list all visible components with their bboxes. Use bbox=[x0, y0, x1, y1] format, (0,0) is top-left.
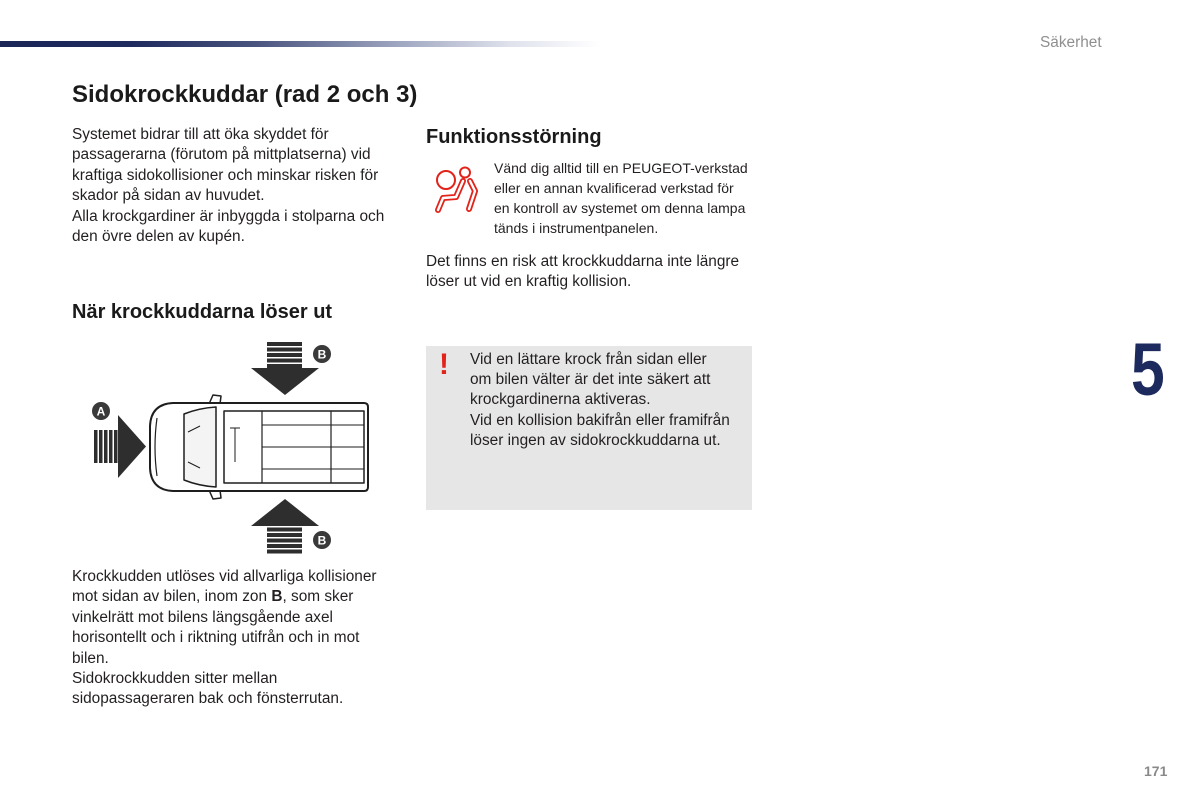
notice-line: Vänd dig alltid till en PEUGEOT-verkstad bbox=[494, 160, 748, 176]
intro-line: den övre delen av kupén. bbox=[72, 228, 245, 246]
warning-text bbox=[470, 350, 730, 451]
van-windshield bbox=[184, 407, 216, 487]
airbag-warning-icon bbox=[429, 164, 481, 216]
notice-line: eller en annan kvalificerad verkstad för bbox=[494, 180, 734, 196]
warning-line: Vid en kollision bakifrån eller framifrån bbox=[470, 411, 730, 429]
impact-arrow-b-bottom bbox=[251, 499, 319, 554]
warning-line: om bilen välter är det inte säkert att bbox=[470, 371, 711, 389]
risk-line: Det finns en risk att krockkuddarna inte längre bbox=[426, 253, 740, 270]
exclamation-icon: ! bbox=[439, 348, 449, 381]
intro-line: passagerarna (förutom på mittplatserna) vid bbox=[72, 146, 371, 164]
malfunction-notice bbox=[494, 158, 748, 238]
deployment-line-text: mot sidan av bilen, inom zon bbox=[72, 588, 272, 606]
zone-badge-b-bottom bbox=[313, 531, 332, 550]
deployment-paragraph bbox=[72, 567, 377, 710]
zone-label-b-bottom: B bbox=[317, 533, 327, 548]
deployment-line: bilen. bbox=[72, 649, 109, 667]
impact-arrow-a bbox=[94, 415, 146, 478]
intro-line: kraftiga sidokollisioner och minskar risken för bbox=[72, 166, 379, 184]
risk-paragraph bbox=[426, 252, 739, 293]
zone-badge-a bbox=[92, 402, 111, 421]
notice-line: en kontroll av systemet om denna lampa bbox=[494, 200, 746, 216]
van-top-view bbox=[150, 395, 368, 499]
risk-line: löser ut vid en kraftig kollision. bbox=[426, 273, 632, 291]
deployment-line: horisontellt och i riktning utifrån och in mot bbox=[72, 629, 360, 647]
zone-badge-b-top bbox=[313, 345, 332, 364]
top-accent-bar bbox=[0, 41, 600, 47]
deployment-line: Sidokrockkudden sitter mellan bbox=[72, 670, 278, 688]
chapter-number: 5 bbox=[1131, 328, 1165, 411]
section-label: Säkerhet bbox=[1040, 34, 1102, 51]
warning-line: krockgardinerna aktiveras. bbox=[470, 391, 651, 409]
page-title: Sidokrockkuddar (rad 2 och 3) bbox=[72, 81, 418, 108]
zone-label-a: A bbox=[96, 404, 106, 419]
impact-arrow-b-top bbox=[251, 342, 319, 395]
page-number: 171 bbox=[1144, 763, 1168, 779]
zone-reference: B bbox=[271, 588, 283, 606]
deployment-line: vinkelrätt mot bilens längsgående axel bbox=[72, 608, 333, 626]
intro-line: skador på sidan av huvudet. bbox=[72, 187, 265, 205]
deployment-line: sidopassageraren bak och fönsterrutan. bbox=[72, 690, 344, 708]
side-impact-diagram bbox=[84, 336, 384, 558]
malfunction-heading: Funktionsstörning bbox=[426, 126, 602, 148]
deployment-line-text: , som sker bbox=[282, 588, 354, 606]
warning-line: Vid en lättare krock från sidan eller bbox=[470, 351, 707, 368]
deployment-line bbox=[72, 587, 377, 607]
deployment-line: Krockkudden utlöses vid allvarliga kollisioner bbox=[72, 568, 377, 585]
warning-line: löser ingen av sidokrockkuddarna ut. bbox=[470, 431, 721, 449]
intro-line: Alla krockgardiner är inbyggda i stolparna och bbox=[72, 207, 385, 225]
deployment-heading: När krockkuddarna löser ut bbox=[72, 301, 333, 323]
intro-line: Systemet bidrar till att öka skyddet för bbox=[72, 126, 329, 143]
notice-line: tänds i instrumentpanelen. bbox=[494, 220, 659, 236]
zone-label-b-top: B bbox=[317, 347, 327, 362]
intro-paragraph bbox=[72, 125, 384, 247]
